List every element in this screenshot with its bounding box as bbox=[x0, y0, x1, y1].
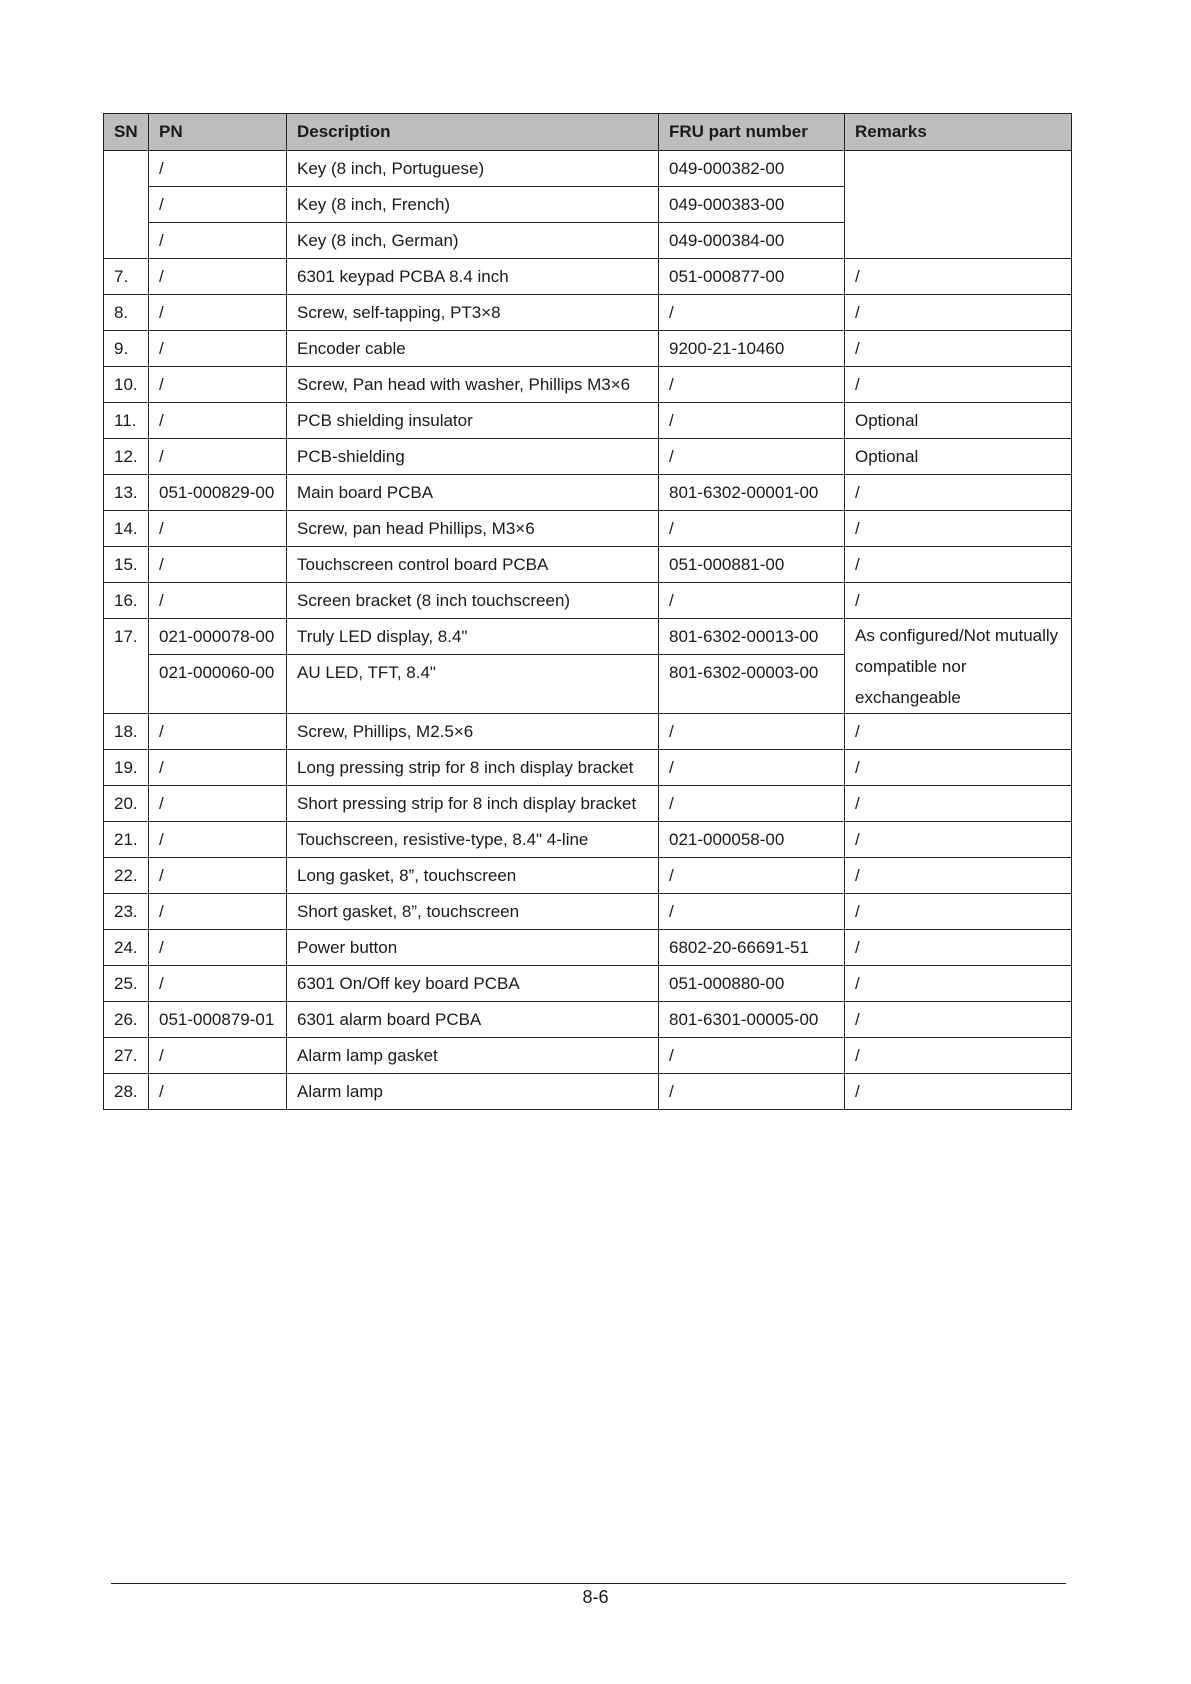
cell-pn: / bbox=[149, 331, 287, 367]
table-row bbox=[104, 583, 1072, 619]
table-row bbox=[104, 367, 1072, 403]
table-row bbox=[104, 403, 1072, 439]
cell-pn: / bbox=[149, 295, 287, 331]
table-row bbox=[104, 439, 1072, 475]
page-number: 8-6 bbox=[582, 1587, 609, 1607]
cell-fru: 051-000881-00 bbox=[659, 547, 845, 583]
cell-sn: 26. bbox=[104, 1002, 149, 1038]
cell-description: Alarm lamp bbox=[287, 1074, 659, 1110]
cell-fru: 049-000384-00 bbox=[659, 223, 845, 259]
cell-description: Screw, self-tapping, PT3×8 bbox=[287, 295, 659, 331]
cell-sn: 23. bbox=[104, 894, 149, 930]
cell-description: Short gasket, 8”, touchscreen bbox=[287, 894, 659, 930]
cell-remarks: / bbox=[845, 475, 1072, 511]
table-row bbox=[104, 714, 1072, 750]
cell-description: Touchscreen control board PCBA bbox=[287, 547, 659, 583]
cell-sn: 10. bbox=[104, 367, 149, 403]
cell-description: Key (8 inch, French) bbox=[287, 187, 659, 223]
cell-pn: / bbox=[149, 966, 287, 1002]
cell-pn: / bbox=[149, 259, 287, 295]
table-row bbox=[104, 331, 1072, 367]
cell-pn: / bbox=[149, 930, 287, 966]
cell-sn: 18. bbox=[104, 714, 149, 750]
cell-fru: 801-6302-00003-00 bbox=[659, 655, 845, 714]
cell-remarks: / bbox=[845, 714, 1072, 750]
cell-description: Short pressing strip for 8 inch display bracket bbox=[287, 786, 659, 822]
cell-pn: / bbox=[149, 1074, 287, 1110]
cell-sn: 14. bbox=[104, 511, 149, 547]
cell-pn: / bbox=[149, 403, 287, 439]
cell-remarks: Optional bbox=[845, 439, 1072, 475]
cell-pn: / bbox=[149, 894, 287, 930]
footer-divider bbox=[111, 1583, 1066, 1584]
cell-pn: / bbox=[149, 786, 287, 822]
cell-pn: 021-000060-00 bbox=[149, 655, 287, 714]
cell-remarks: / bbox=[845, 367, 1072, 403]
header-pn: PN bbox=[149, 114, 287, 151]
cell-fru: / bbox=[659, 858, 845, 894]
cell-sn: 15. bbox=[104, 547, 149, 583]
cell-sn: 17. bbox=[104, 619, 149, 714]
cell-pn: / bbox=[149, 439, 287, 475]
cell-sn: 25. bbox=[104, 966, 149, 1002]
cell-pn: / bbox=[149, 151, 287, 187]
cell-fru: 801-6301-00005-00 bbox=[659, 1002, 845, 1038]
cell-pn: 051-000879-01 bbox=[149, 1002, 287, 1038]
cell-fru: 9200-21-10460 bbox=[659, 331, 845, 367]
cell-description: PCB shielding insulator bbox=[287, 403, 659, 439]
cell-fru: / bbox=[659, 750, 845, 786]
cell-fru: / bbox=[659, 367, 845, 403]
cell-description: 6301 On/Off key board PCBA bbox=[287, 966, 659, 1002]
cell-remarks: / bbox=[845, 966, 1072, 1002]
cell-remarks: / bbox=[845, 1038, 1072, 1074]
cell-fru: / bbox=[659, 295, 845, 331]
cell-fru: / bbox=[659, 439, 845, 475]
cell-sn: 20. bbox=[104, 786, 149, 822]
cell-remarks: / bbox=[845, 511, 1072, 547]
table-row bbox=[104, 1074, 1072, 1110]
cell-description: Truly LED display, 8.4" bbox=[287, 619, 659, 655]
cell-description: Long pressing strip for 8 inch display bracket bbox=[287, 750, 659, 786]
cell-description: Screw, Phillips, M2.5×6 bbox=[287, 714, 659, 750]
cell-remarks: As configured/Not mutually compatible nor exchangeable bbox=[845, 619, 1072, 714]
header-description: Description bbox=[287, 114, 659, 151]
cell-remarks: / bbox=[845, 331, 1072, 367]
cell-sn: 21. bbox=[104, 822, 149, 858]
table-row bbox=[104, 1002, 1072, 1038]
cell-pn: / bbox=[149, 367, 287, 403]
cell-pn: / bbox=[149, 750, 287, 786]
cell-sn: 9. bbox=[104, 331, 149, 367]
cell-description: 6301 alarm board PCBA bbox=[287, 1002, 659, 1038]
cell-description: Touchscreen, resistive-type, 8.4" 4-line bbox=[287, 822, 659, 858]
cell-remarks: Optional bbox=[845, 403, 1072, 439]
cell-fru: 6802-20-66691-51 bbox=[659, 930, 845, 966]
cell-pn: / bbox=[149, 858, 287, 894]
cell-remarks: / bbox=[845, 259, 1072, 295]
table-row bbox=[104, 966, 1072, 1002]
cell-description: Key (8 inch, German) bbox=[287, 223, 659, 259]
cell-description: Key (8 inch, Portuguese) bbox=[287, 151, 659, 187]
cell-fru: / bbox=[659, 786, 845, 822]
cell-pn: / bbox=[149, 511, 287, 547]
cell-sn: 11. bbox=[104, 403, 149, 439]
cell-sn: 16. bbox=[104, 583, 149, 619]
cell-description: Screen bracket (8 inch touchscreen) bbox=[287, 583, 659, 619]
cell-fru: / bbox=[659, 894, 845, 930]
cell-fru: / bbox=[659, 511, 845, 547]
cell-pn: / bbox=[149, 822, 287, 858]
cell-fru: 021-000058-00 bbox=[659, 822, 845, 858]
cell-pn: 021-000078-00 bbox=[149, 619, 287, 655]
cell-pn: 051-000829-00 bbox=[149, 475, 287, 511]
cell-remarks: / bbox=[845, 750, 1072, 786]
header-fru-part-number: FRU part number bbox=[659, 114, 845, 151]
table-row bbox=[104, 619, 1072, 655]
cell-remarks: / bbox=[845, 295, 1072, 331]
cell-fru: / bbox=[659, 714, 845, 750]
cell-fru: 049-000383-00 bbox=[659, 187, 845, 223]
table-row bbox=[104, 930, 1072, 966]
cell-description: Screw, Pan head with washer, Phillips M3×6 bbox=[287, 367, 659, 403]
cell-remarks: / bbox=[845, 1002, 1072, 1038]
cell-remarks: / bbox=[845, 858, 1072, 894]
cell-sn bbox=[104, 151, 149, 259]
cell-description: Encoder cable bbox=[287, 331, 659, 367]
table-row bbox=[104, 259, 1072, 295]
cell-sn: 28. bbox=[104, 1074, 149, 1110]
cell-pn: / bbox=[149, 1038, 287, 1074]
cell-remarks: / bbox=[845, 822, 1072, 858]
table-row bbox=[104, 894, 1072, 930]
table-row bbox=[104, 295, 1072, 331]
cell-pn: / bbox=[149, 583, 287, 619]
header-remarks: Remarks bbox=[845, 114, 1072, 151]
cell-fru: 051-000880-00 bbox=[659, 966, 845, 1002]
cell-fru: 049-000382-00 bbox=[659, 151, 845, 187]
cell-description: Power button bbox=[287, 930, 659, 966]
cell-description: AU LED, TFT, 8.4" bbox=[287, 655, 659, 714]
cell-remarks: / bbox=[845, 786, 1072, 822]
table-row bbox=[104, 822, 1072, 858]
cell-fru: 801-6302-00013-00 bbox=[659, 619, 845, 655]
cell-fru: / bbox=[659, 1038, 845, 1074]
table-row bbox=[104, 858, 1072, 894]
cell-pn: / bbox=[149, 187, 287, 223]
table-row bbox=[104, 1038, 1072, 1074]
cell-description: Screw, pan head Phillips, M3×6 bbox=[287, 511, 659, 547]
cell-remarks: / bbox=[845, 930, 1072, 966]
table-row bbox=[104, 786, 1072, 822]
parts-table bbox=[103, 113, 1072, 1110]
cell-description: Alarm lamp gasket bbox=[287, 1038, 659, 1074]
cell-fru: / bbox=[659, 583, 845, 619]
cell-sn: 22. bbox=[104, 858, 149, 894]
cell-remarks: / bbox=[845, 1074, 1072, 1110]
table-row bbox=[104, 547, 1072, 583]
cell-fru: 801-6302-00001-00 bbox=[659, 475, 845, 511]
cell-description: Main board PCBA bbox=[287, 475, 659, 511]
cell-description: PCB-shielding bbox=[287, 439, 659, 475]
cell-remarks bbox=[845, 151, 1072, 259]
table-header-row bbox=[104, 114, 1072, 151]
table-row bbox=[104, 511, 1072, 547]
cell-pn: / bbox=[149, 223, 287, 259]
cell-remarks: / bbox=[845, 583, 1072, 619]
cell-fru: / bbox=[659, 403, 845, 439]
cell-sn: 27. bbox=[104, 1038, 149, 1074]
cell-remarks: / bbox=[845, 547, 1072, 583]
header-sn: SN bbox=[104, 114, 149, 151]
cell-pn: / bbox=[149, 714, 287, 750]
cell-sn: 8. bbox=[104, 295, 149, 331]
cell-fru: 051-000877-00 bbox=[659, 259, 845, 295]
cell-fru: / bbox=[659, 1074, 845, 1110]
cell-description: 6301 keypad PCBA 8.4 inch bbox=[287, 259, 659, 295]
cell-remarks: / bbox=[845, 894, 1072, 930]
table-row bbox=[104, 750, 1072, 786]
cell-pn: / bbox=[149, 547, 287, 583]
cell-sn: 7. bbox=[104, 259, 149, 295]
cell-sn: 13. bbox=[104, 475, 149, 511]
cell-sn: 24. bbox=[104, 930, 149, 966]
cell-sn: 19. bbox=[104, 750, 149, 786]
table-row bbox=[104, 151, 1072, 187]
table-row bbox=[104, 475, 1072, 511]
cell-sn: 12. bbox=[104, 439, 149, 475]
cell-description: Long gasket, 8”, touchscreen bbox=[287, 858, 659, 894]
